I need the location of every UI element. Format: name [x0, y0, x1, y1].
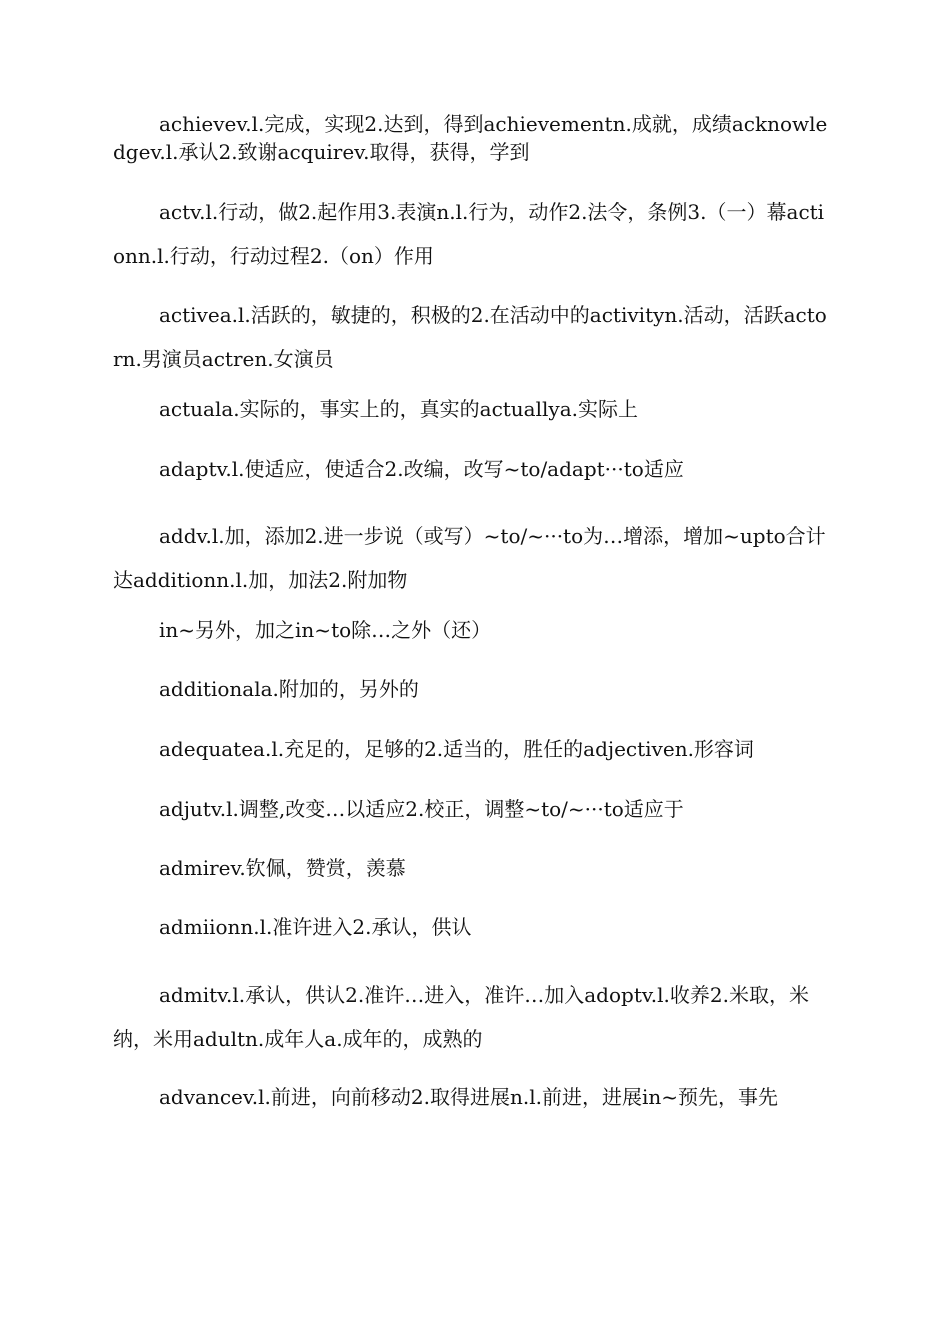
paragraph: actuala.实际的，事实上的，真实的actuallya.实际上: [159, 397, 638, 421]
paragraph: achievev.l.完成，实现2.达到，得到achievementn.成就，成绩acknowledgev.l.承认2.致谢acquirev.取得，获得，学到: [113, 112, 828, 164]
paragraph: admirev.钦佩，赞赏，羡慕: [159, 856, 406, 880]
paragraph: adaptv.l.使适应，使适合2.改编，改写~to/adapt···to适应: [159, 457, 684, 481]
paragraph: admiionn.l.准许进入2.承认，供认: [159, 915, 472, 939]
paragraph: addv.l.加，添加2.进一步说（或写）~to/~···to为…增添，增加~upto合计达additionn.l.加，加法2.附加物: [113, 524, 826, 592]
paragraph: advancev.l.前进，向前移动2.取得进展n.l.前进，进展in~预先，事先: [159, 1085, 779, 1109]
paragraph: actv.l.行动，做2.起作用3.表演n.l.行为，动作2.法令，条例3.（一）幕actionn.l.行动，行动过程2.（on）作用: [113, 200, 825, 268]
paragraph: in~另外，加之in~to除…之外（还）: [159, 618, 492, 642]
paragraph: additionala.附加的，另外的: [159, 677, 419, 701]
paragraph: activea.l.活跃的，敏捷的，积极的2.在活动中的activityn.活动，活跃actorn.男演员actren.女演员: [113, 303, 827, 371]
paragraph: adjutv.l.调整,改变…以适应2.校正，调整~to/~···to适应于: [159, 797, 684, 821]
paragraph: admitv.l.承认，供认2.准许…进入，准许…加入adoptv.l.收养2.米取，米纳，米用adultn.成年人a.成年的，成熟的: [113, 983, 809, 1051]
paragraph: adequatea.l.充足的，足够的2.适当的，胜任的adjectiven.形容词: [159, 737, 754, 761]
